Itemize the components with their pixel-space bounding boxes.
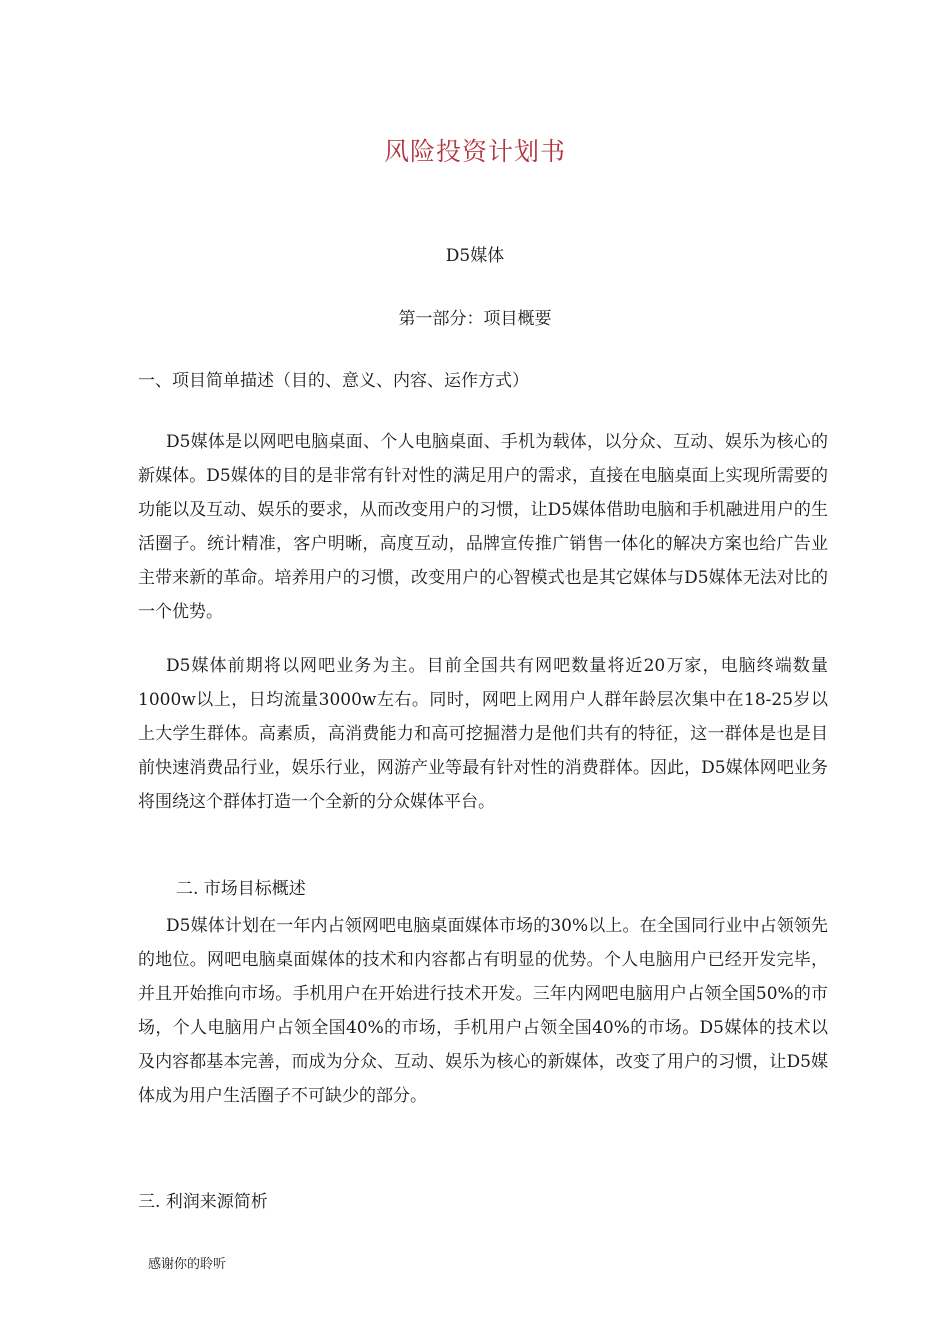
section-3-heading: 三. 利润来源简析 <box>138 1192 268 1212</box>
section-1-heading: 一、项目简单描述（目的、意义、内容、运作方式） <box>138 371 529 391</box>
section-2-paragraph-1: D5媒体计划在一年内占领网吧电脑桌面媒体市场的30%以上。在全国同行业中占领领先的地位。网吧电脑桌面媒体的技术和内容都占有明显的优势。个人电脑用户已经开发完毕，并且开始推向市场。手机用户在开始进行技术开发。三年内网吧电脑用户占领全国50%的市场，个人电脑用户占领全国40%的市场，手机用户占领全国40%的市场。D5媒体的技术以及内容都基本完善，而成为分众、互动、娱乐为核心的新媒体，改变了用户的习惯，让D5媒体成为用户生活圈子不可缺少的部分。 <box>138 916 828 1106</box>
document-subtitle: D5媒体 <box>445 246 505 266</box>
part-heading: 第一部分：项目概要 <box>398 309 552 329</box>
section-2-heading: 二. 市场目标概述 <box>176 879 306 899</box>
section-1-paragraph-2: D5媒体前期将以网吧业务为主。目前全国共有网吧数量将近20万家，电脑终端数量1000w以上，日均流量3000w左右。同时，网吧上网用户人群年龄层次集中在18-25岁以上大学生群体。高素质，高消费能力和高可挖掘潜力是他们共有的特征，这一群体是也是目前快速消费品行业，娱乐行业，网游产业等最有针对性的消费群体。因此，D5媒体网吧业务将围绕这个群体打造一个全新的分众媒体平台。 <box>138 656 828 812</box>
section-1-paragraph-1: D5媒体是以网吧电脑桌面、个人电脑桌面、手机为载体，以分众、互动、娱乐为核心的新媒体。D5媒体的目的是非常有针对性的满足用户的需求，直接在电脑桌面上实现所需要的功能以及互动、娱乐的要求，从而改变用户的习惯，让D5媒体借助电脑和手机融进用户的生活圈子。统计精准，客户明晰，高度互动，品牌宣传推广销售一体化的解决方案也给广告业主带来新的革命。培养用户的习惯，改变用户的心智模式也是其它媒体与D5媒体无法对比的一个优势。 <box>138 432 828 622</box>
document-title: 风险投资计划书 <box>383 137 566 166</box>
footer-note: 感谢你的聆听 <box>148 1257 227 1272</box>
